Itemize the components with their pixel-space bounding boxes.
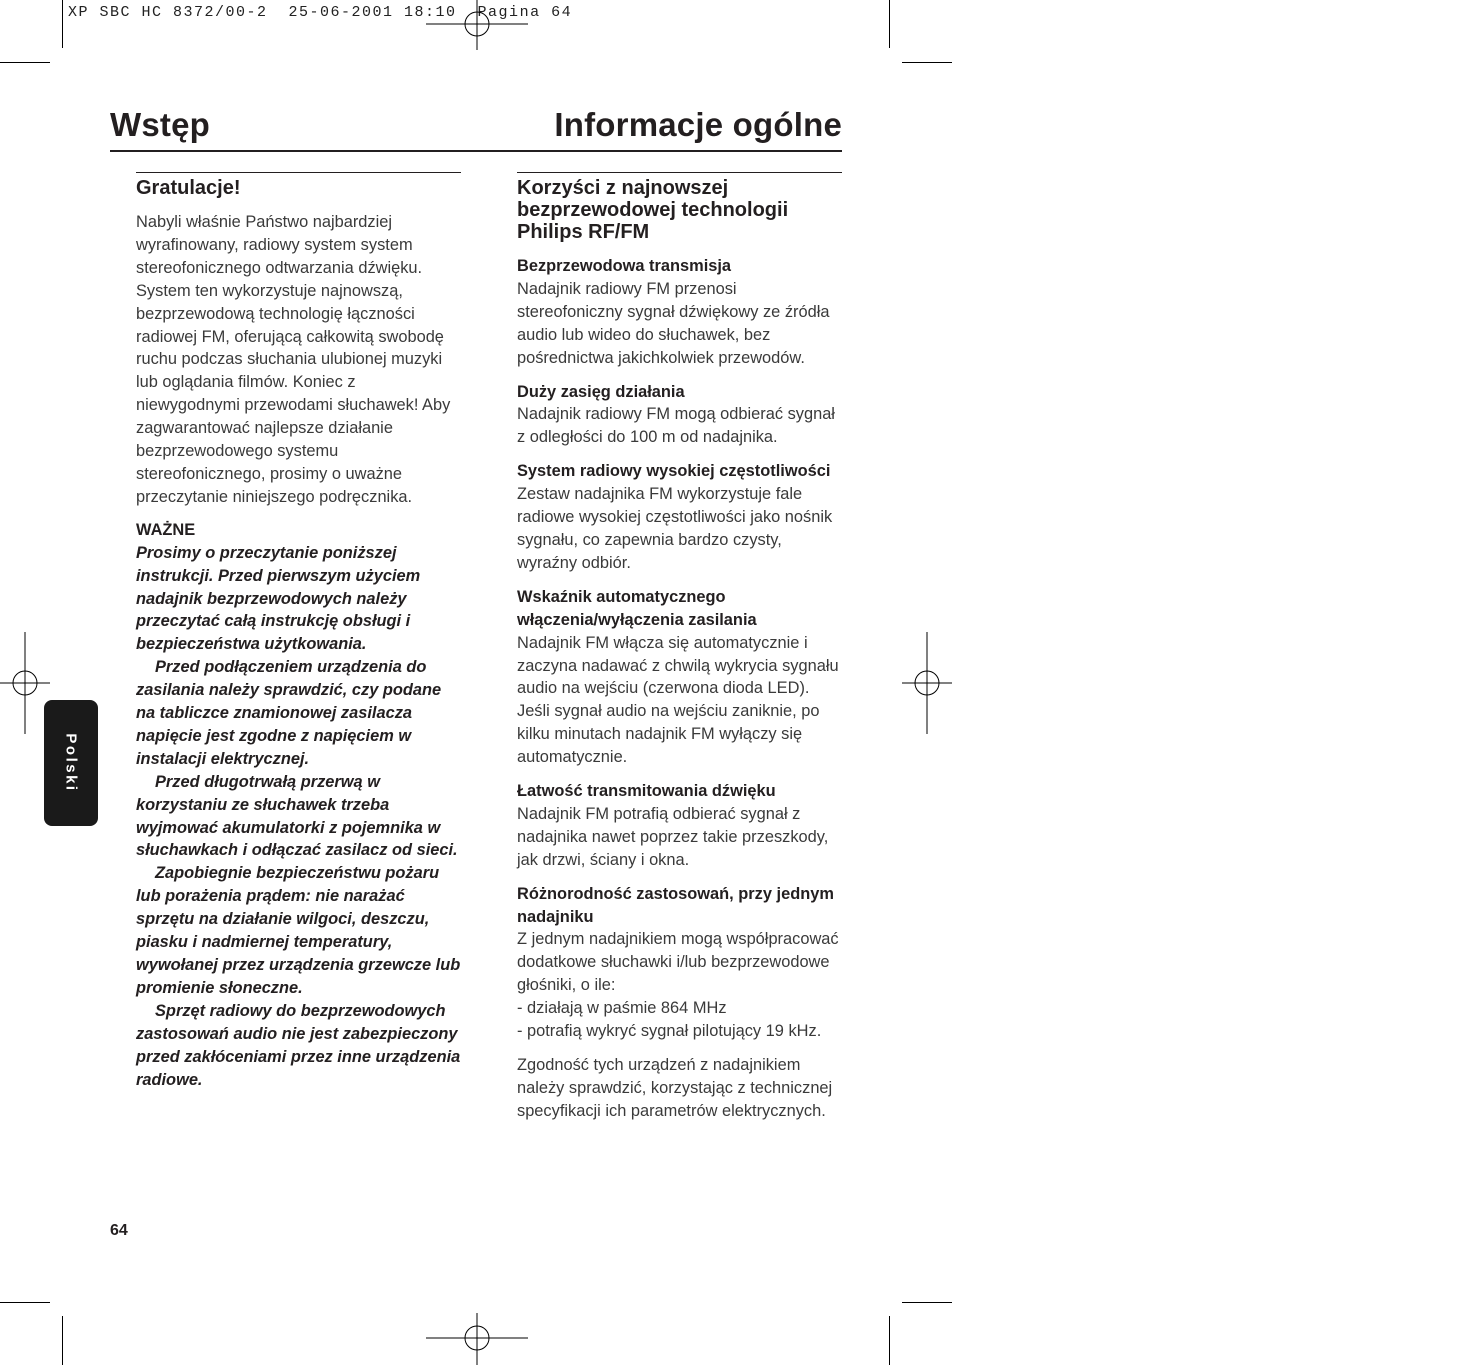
left-column [136, 172, 461, 1091]
feature-text: Nadajnik FM włącza się automatycznie i zaczyna nadawać z chwilą wykrycia sygnału audio na wejściu (czerwona dioda LED). Jeśli sygnał audio na wejściu zaniknie, po kilku minutach nadajnik FM wyłączy się automatycznie. [517, 633, 839, 767]
feature-item [517, 883, 842, 1043]
crop-mark [0, 1302, 50, 1303]
language-tab-label: Polski [62, 733, 80, 793]
crop-mark [902, 62, 952, 63]
feature-text: Z jednym nadajnikiem mogą współpracować dodatkowe słuchawki i/lub bezprzewodowe głośniki, o ile: [517, 930, 839, 995]
column-rule [517, 172, 842, 173]
section-title-right: Informacje ogólne [554, 106, 842, 143]
important-paragraph: Zapobiegnie bezpieczeństwu pożaru lub porażenia prądem: nie narażać sprzętu na działanie wilgoci, deszczu, piasku i nadmiernej temperatury, wywołanej przez urządzenia grzewcze lub promienie słoneczne. [136, 864, 461, 997]
closing-paragraph: Zgodność tych urządzeń z nadajnikiem należy sprawdzić, korzystając z technicznej specyfikacji ich parametrów elektrycznych. [517, 1056, 833, 1120]
benefits-heading: Korzyści z najnowszej bezprzewodowej technologii Philips RF/FM [517, 177, 789, 243]
intro-paragraph: Nabyli właśnie Państwo najbardziej wyrafinowany, radiowy system system stereofonicznego odtwarzania dźwięku. System ten wykorzystuje najnowszą, bezprzewodową technologię łączności radiowej FM, oferującą całkowitą swobodę ruchu podczas słuchania ulubionej muzyki lub oglądania filmów. Koniec z niewygodnymi przewodami słuchawek! Aby zagwarantować najlepsze działanie bezprzewodowego systemu stereofonicznego, prosimy o uważne przeczytanie niniejszego podręcznika. [136, 213, 451, 506]
registration-mark-icon [902, 632, 952, 734]
important-notice [136, 542, 461, 1092]
registration-mark-icon [426, 0, 528, 50]
feature-text: Nadajnik radiowy FM mogą odbierać sygnał z odległości do 100 m od nadajnika. [517, 405, 835, 447]
feature-text: Zestaw nadajnika FM wykorzystuje fale radiowe wysokiej częstotliwości jako nośnik sygnału, co zapewnia bardzo czysty, wyraźny odbiór. [517, 485, 833, 572]
feature-title: System radiowy wysokiej częstotliwości [517, 462, 831, 481]
crop-mark [62, 1316, 63, 1365]
feature-item [517, 460, 842, 575]
important-paragraph: Przed podłączeniem urządzenia do zasilania należy sprawdzić, czy podane na tabliczce znamionowej zasilacza napięcie jest zgodne z napięciem w instalacji elektrycznej. [136, 658, 442, 768]
registration-mark-icon [426, 1313, 528, 1365]
page-number: 64 [110, 1222, 128, 1239]
feature-title: Wskaźnik automatycznego włączenia/wyłączenia zasilania [517, 587, 757, 629]
crop-mark [0, 62, 50, 63]
feature-item [517, 381, 842, 450]
feature-item [517, 780, 842, 872]
language-tab [44, 700, 98, 826]
header-rule [110, 150, 842, 152]
feature-title: Bezprzewodowa transmisja [517, 257, 732, 275]
important-paragraph: Sprzęt radiowy do bezprzewodowych zastosowań audio nie jest zabezpieczony przed zakłóceniami przez inne urządzenia radiowe. [136, 1001, 461, 1089]
feature-list-item: - potrafią wykryć sygnał pilotujący 19 kHz. [517, 1022, 822, 1041]
feature-item [517, 255, 842, 370]
feature-text: Nadajnik FM potrafią odbierać sygnał z nadajnika nawet poprzez takie przeszkody, jak drzwi, ściany i okna. [517, 804, 829, 869]
feature-text: Nadajnik radiowy FM przenosi stereofoniczny sygnał dźwiękowy ze źródła audio lub wideo do słuchawek, bez pośrednictwa jakichkolwiek przewodów. [517, 279, 830, 367]
right-column [517, 172, 842, 1123]
feature-list-item: - działają w paśmie 864 MHz [517, 999, 727, 1018]
crop-mark [902, 1302, 952, 1303]
congratulations-heading: Gratulacje! [136, 177, 241, 199]
registration-mark-icon [0, 632, 50, 734]
printer-slug-line: XP SBC HC 8372/00-2 25-06-2001 18:10 Pagina 64 [68, 4, 573, 21]
important-title: WAŻNE [136, 520, 196, 539]
important-paragraph: Przed długotrwałą przerwą w korzystaniu ze słuchawek trzeba wyjmować akumulatorki z pojemnika w słuchawkach i odłączać zasilacz od sieci. [136, 772, 458, 860]
feature-item [517, 586, 842, 769]
crop-mark [889, 0, 890, 48]
feature-title: Duży zasięg działania [517, 382, 685, 401]
crop-mark [889, 1316, 890, 1365]
crop-mark [62, 0, 63, 48]
feature-title: Łatwość transmitowania dźwięku [517, 782, 776, 801]
section-title-left: Wstęp [110, 106, 210, 143]
important-paragraph: Prosimy o przeczytanie poniższej instrukcji. Przed pierwszym użyciem nadajnik bezprzewodowych należy przeczytać całą instrukcję obsługi i bezpieczeństwa użytkowania. [136, 543, 421, 654]
feature-title: Różnorodność zastosowań, przy jednym nadajniku [517, 884, 834, 926]
column-rule [136, 172, 461, 173]
